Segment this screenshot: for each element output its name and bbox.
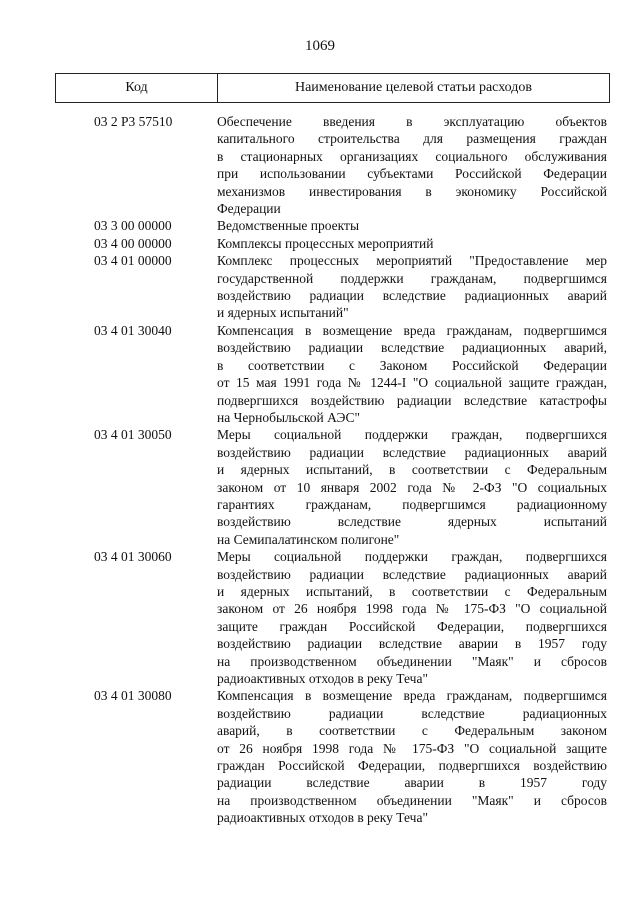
row-name-line: радиации вследствие аварии в 1957 году	[217, 775, 607, 791]
row-name-line: воздействию радиации вследствие аварии в 1957 году	[217, 636, 607, 652]
row-name-line: и ядерных испытаний"	[217, 305, 349, 321]
row-name-line: Обеспечение введения в эксплуатацию объектов	[217, 114, 607, 129]
row-code: 03 4 01 30050	[94, 427, 172, 443]
row-name-line: от 15 мая 1991 года № 1244-I "О социальной защите граждан,	[217, 375, 607, 391]
table-row	[55, 217, 610, 234]
row-name-line: в соответствии с Законом Российской Федерации	[217, 357, 607, 373]
row-name-line: радиоактивных отходов в реку Теча"	[217, 671, 428, 686]
row-name-line: воздействию вследствие ядерных испытаний	[217, 514, 607, 530]
row-name-line: на Семипалатинском полигоне"	[217, 531, 400, 547]
table-body	[55, 113, 610, 827]
row-name-line: в стационарных организациях социального обслуживания	[217, 148, 607, 164]
row-code: 03 4 01 00000	[94, 253, 172, 269]
row-name-line: при использовании субъектами Российской Федерации	[217, 166, 607, 182]
row-name	[217, 217, 607, 234]
page-number: 1069	[305, 38, 335, 54]
row-name	[217, 113, 607, 217]
row-name-line: и ядерных испытаний, в соответствии с Федеральным	[217, 583, 607, 599]
row-name-line: граждан Российской Федерации, подвергшихся воздействию	[217, 758, 607, 774]
row-name-line: и ядерных испытаний, в соответствии с Федеральным	[217, 462, 607, 478]
header-code-cell: Код	[56, 74, 218, 102]
row-name-line: защите граждан Российской Федерации, подвергшихся	[217, 618, 607, 634]
row-name-line: капитального строительства для размещения граждан	[217, 131, 607, 147]
row-code: 03 4 01 30060	[94, 549, 172, 565]
table-row	[55, 113, 610, 217]
table-row	[55, 252, 610, 322]
table-row	[55, 322, 610, 426]
row-name-line: воздействию радиации вследствие радиационных аварий	[217, 566, 607, 582]
row-name-line: на Чернобыльской АЭС"	[217, 409, 360, 425]
table-row	[55, 687, 610, 826]
table-header	[55, 73, 610, 103]
table-row	[55, 548, 610, 687]
row-name	[217, 322, 607, 426]
table-row	[55, 426, 610, 548]
row-name	[217, 687, 607, 826]
row-name-line: Меры социальной поддержки граждан, подвергшихся	[217, 549, 607, 565]
row-name-line: на производственном объединении "Маяк" и сбросов	[217, 792, 607, 808]
row-name-line: аварий, в соответствии с Федеральным законом	[217, 723, 607, 739]
row-name-line: государственной поддержки гражданам, подвергшимся	[217, 270, 607, 286]
row-name-line: воздействию радиации вследствие радиационных аварий,	[217, 340, 607, 356]
table-row	[55, 235, 610, 252]
row-name-line: законом от 10 января 2002 года № 2-ФЗ "О социальных	[217, 479, 607, 495]
row-name	[217, 426, 607, 548]
row-name	[217, 235, 607, 252]
row-name-line: Федерации	[217, 201, 281, 217]
header-name-cell: Наименование целевой статьи расходов	[294, 80, 533, 95]
row-code: 03 4 01 30080	[94, 688, 172, 704]
row-code: 03 4 00 00000	[94, 235, 172, 251]
row-name	[217, 252, 607, 322]
row-name-line: подвергшихся воздействию радиации вследствие катастрофы	[217, 392, 607, 408]
row-code: 03 2 Р3 57510	[94, 114, 173, 129]
row-name-line: Ведомственные проекты	[217, 218, 360, 234]
row-code: 03 3 00 00000	[94, 218, 172, 234]
row-name-line: Компенсация в возмещение вреда гражданам, подвергшимся	[217, 322, 607, 338]
row-name-line: законом от 26 ноября 1998 года № 175-ФЗ "О социальной	[217, 601, 607, 617]
row-code: 03 4 01 30040	[94, 322, 172, 338]
row-name	[217, 548, 607, 687]
row-name-line: Меры социальной поддержки граждан, подвергшихся	[217, 427, 607, 443]
row-name-line: на производственном объединении "Маяк" и сбросов	[217, 653, 607, 669]
row-name-line: воздействию радиации вследствие радиационных аварий	[217, 288, 607, 304]
row-name-line: воздействию радиации вследствие радиационных аварий	[217, 444, 607, 460]
row-name-line: Комплексы процессных мероприятий	[217, 235, 434, 251]
row-name-line: радиоактивных отходов в реку Теча"	[217, 810, 428, 826]
row-name-line: гарантиях гражданам, подвергшимся радиационному	[217, 496, 607, 512]
row-name-line: Компенсация в возмещение вреда гражданам, подвергшимся	[217, 688, 607, 704]
row-name-line: механизмов инвестирования в экономику Российской	[217, 183, 607, 199]
row-name-line: от 26 ноября 1998 года № 175-ФЗ "О социальной защите	[217, 740, 607, 756]
row-name-line: воздействию радиации вследствие радиационных	[217, 705, 607, 721]
row-name-line: Комплекс процессных мероприятий "Предоставление мер	[217, 253, 607, 269]
